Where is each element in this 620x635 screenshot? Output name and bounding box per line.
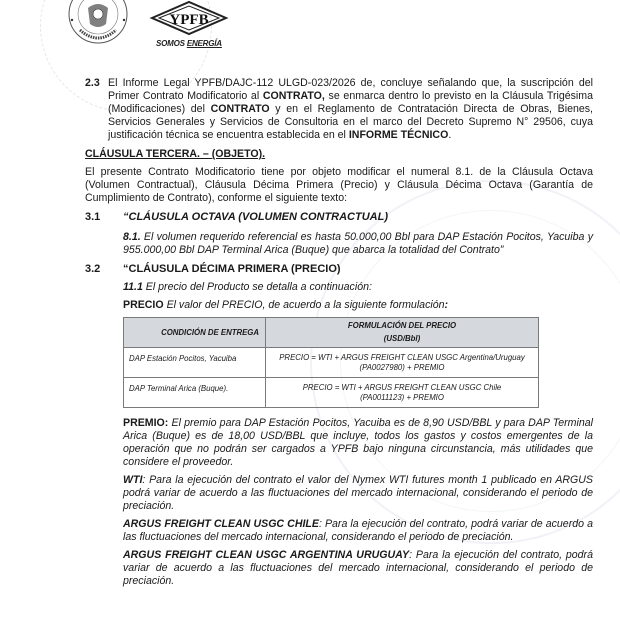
subsection-3-1-text: 8.1. El volumen requerido referencial es hasta 50.000,00 Bbl para DAP Estación Pocitos, Yacuiba y 955.000,00 Bbl DAP Terminal Arica (Buque) que abarca la totalidad del Contrato” (123, 231, 593, 256)
section-number: 2.3 (85, 77, 100, 89)
header-formula: FORMULACIÓN DEL PRECIO (USD/Bbl) (266, 318, 539, 348)
document-header (0, 0, 620, 62)
subsection-3-2-title: 3.2 “CLÁUSULA DÉCIMA PRIMERA (PRECIO) (85, 263, 341, 275)
clause-3-intro: El presente Contrato Modificatorio tiene por objeto modificar el numeral 8.1. de la Cláusula Octava (Volumen Contractual), Cláusula Décima Primera (Precio) y Cláusula Décima Octava (Garantía de Cumplimiento de Contrato), conforme el siguiente texto: (85, 166, 593, 204)
table-row: DAP Terminal Arica (Buque). PRECIO = WTI + ARGUS FREIGHT CLEAN USGC Chile (PA0011123) + PREMIO (124, 378, 539, 408)
header-condition: CONDICIÓN DE ENTREGA (124, 318, 266, 348)
price-formula-table (123, 317, 539, 408)
bolivia-seal-icon (68, 0, 128, 48)
svg-text:YPFB: YPFB (169, 12, 209, 28)
definition-premio: PREMIO: El premio para DAP Estación Pocitos, Yacuiba es de 8,90 USD/BBL y para DAP Terminal Arica (Buque) es de 18,00 USD/BBL que incluye, todos los gastos y costos emergentes de la operación que no podrán ser cargados a YPFB bajo ninguna circunstancia, más utilidades que considere el proveedor. (123, 417, 593, 468)
clause-11-1-text: 11.1 El precio del Producto se detalla a continuación: (123, 281, 372, 293)
clause-3-title: CLÁUSULA TERCERA. – (OBJETO). (85, 148, 266, 160)
definition-argus-argentina-uruguay: ARGUS FREIGHT CLEAN USGC ARGENTINA URUGUAY: Para la ejecución del contrato, podrá variar de acuerdo a las fluctuaciones del mercado internacional, considerando el periodo de preciación. (123, 549, 593, 587)
ypfb-tagline: SOMOS ENERGÍA (156, 39, 222, 48)
document-body (85, 77, 593, 588)
table-row: DAP Estación Pocitos, Yacuiba PRECIO = WTI + ARGUS FREIGHT CLEAN USGC Argentina/Uruguay (PA0027980) + PREMIO (124, 348, 539, 378)
table-header-row (124, 318, 539, 348)
subsection-3-1-title: 3.1 “CLÁUSULA OCTAVA (VOLUMEN CONTRACTUAL) (85, 211, 388, 223)
definition-argus-chile: ARGUS FREIGHT CLEAN USGC CHILE: Para la ejecución del contrato, podrá variar de acuerdo a las fluctuaciones del mercado internacional, considerando el periodo de preciación. (123, 518, 593, 543)
definition-wti: WTI: Para la ejecución del contrato el valor del Nymex WTI futures month 1 publicado en ARGUS podrá variar de acuerdo a las fluctuaciones del mercado internacional, considerando el periodo de preciación. (123, 474, 593, 512)
precio-intro: PRECIO El valor del PRECIO, de acuerdo a la siguiente formulación: (123, 299, 449, 311)
section-2-3: 2.3 El Informe Legal YPFB/DAJC-112 ULGD-023/2026 de, concluye señalando que, la suscripción del Primer Contrato Modificatorio al CONTRATO, se enmarca dentro lo previsto en la Cláusula Trigésima (Modificaciones) del CONTRATO y en el Reglamento de Contratación Directa de Obras, Bienes, Servicios Generales y Servicios de Consultoria en el marco del Decreto Supremo N° 29506, cuya justificación técnica se encuentra establecida en el INFORME TÉCNICO. (85, 77, 593, 141)
